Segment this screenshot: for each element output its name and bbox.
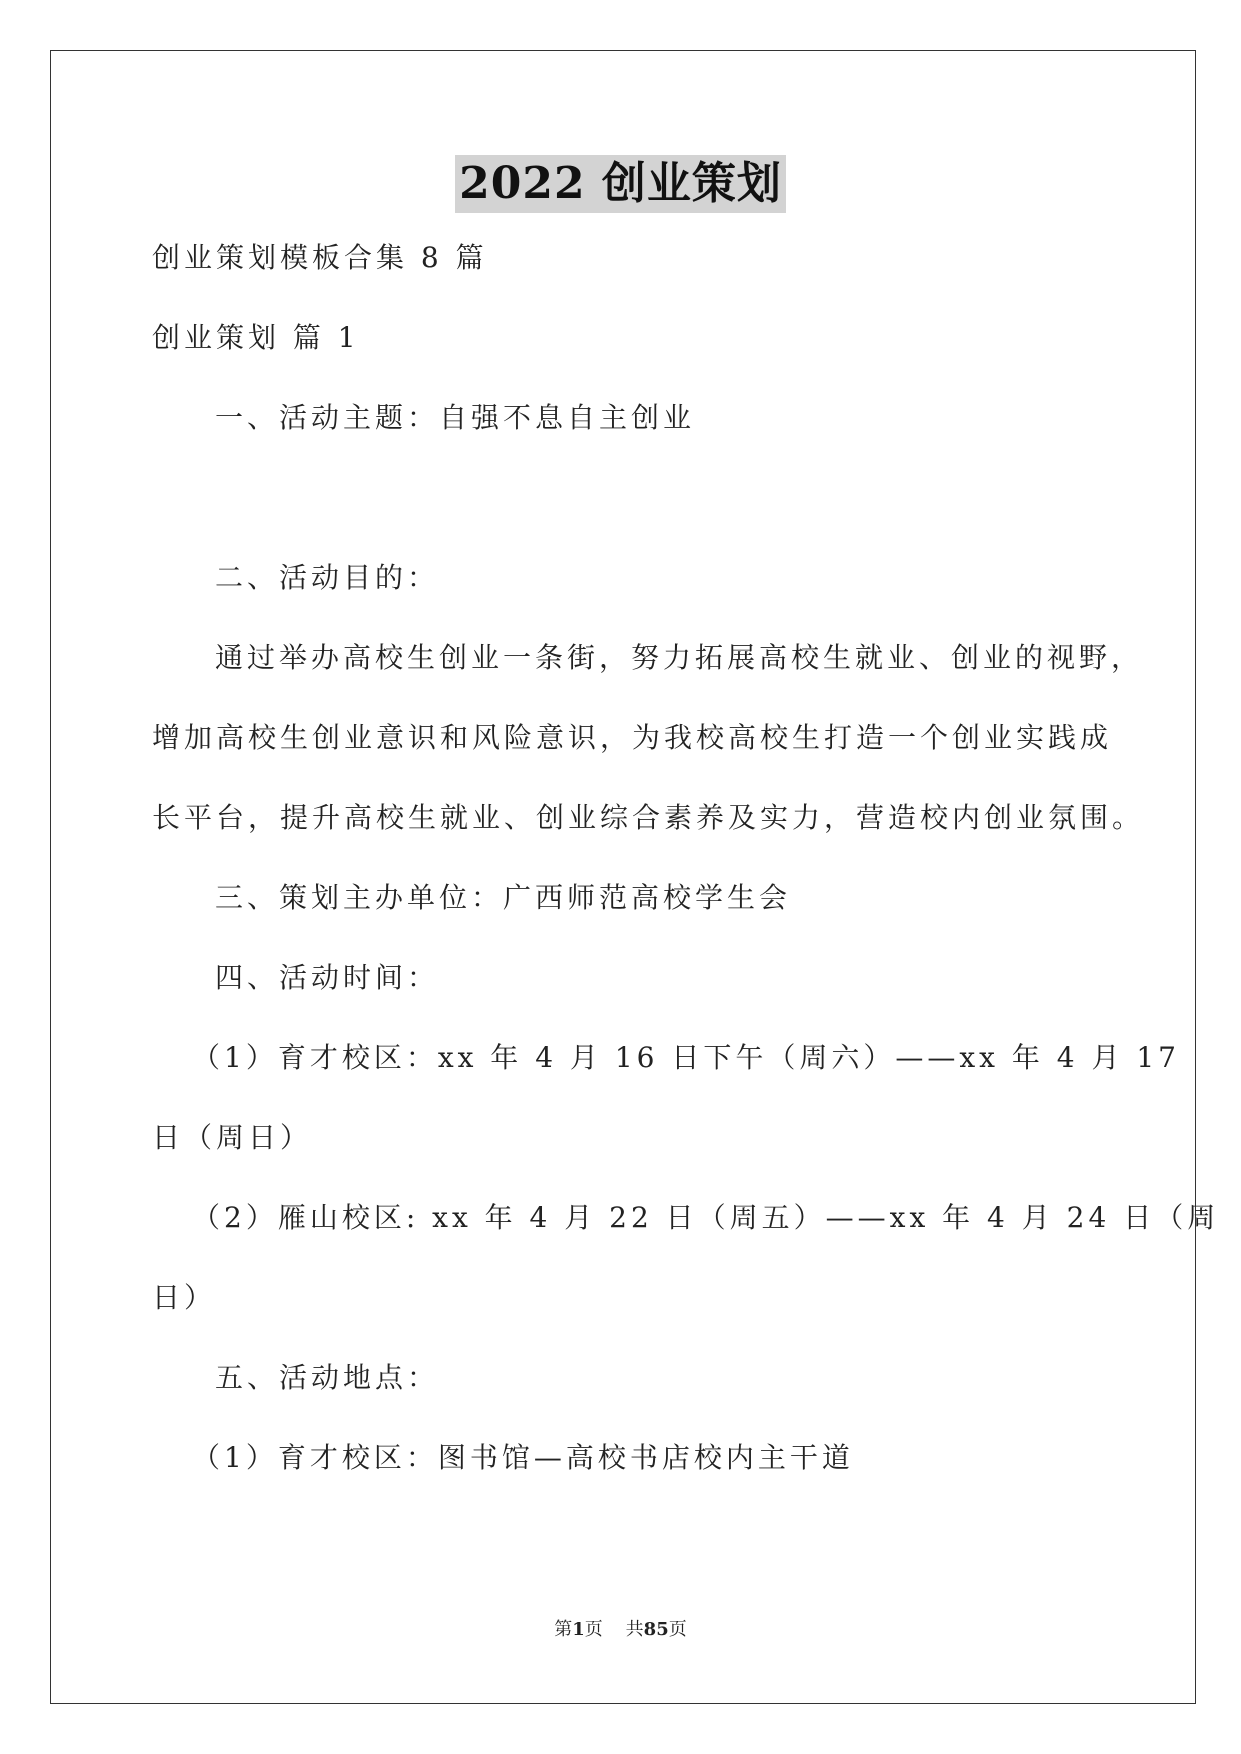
paragraph-purpose-line-1: 通过举办高校生创业一条街，努力拓展高校生就业、创业的视野， [215,641,1144,674]
paragraph-organizer: 三、策划主办单位：广西师范高校学生会 [215,881,792,914]
paragraph-time-item-2: （2）雁山校区: xx 年 4 月 22 日（周五）——xx 年 4 月 24 日（周 [192,1201,1220,1234]
paragraph-purpose-line-2: 增加高校生创业意识和风险意识，为我校高校生打造一个创业实践成 [152,721,1113,754]
paragraph-theme: 一、活动主题：自强不息自主创业 [215,401,696,434]
paragraph-time-item-1-cont: 日（周日） [152,1121,313,1154]
footer-total-pages: 85 [643,1619,669,1640]
paragraph-purpose-heading: 二、活动目的： [215,561,440,594]
paragraph-location-item-1: （1）育才校区：图书馆—高校书店校内主干道 [192,1441,854,1474]
footer-page-number: 1 [572,1619,585,1640]
paragraph-time-item-1: （1）育才校区：xx 年 4 月 16 日下午（周六）——xx 年 4 月 17 [192,1041,1180,1074]
paragraph-purpose-line-3: 长平台，提升高校生就业、创业综合素养及实力，营造校内创业氛围。 [152,801,1145,834]
subtitle-collection: 创业策划模板合集 8 篇 [152,241,488,274]
footer-page-prefix: 第 [554,1619,573,1640]
paragraph-location-heading: 五、活动地点： [215,1361,440,1394]
document-title: 2022 创业策划 [455,155,786,213]
section-heading: 创业策划 篇 1 [152,321,360,354]
paragraph-time-heading: 四、活动时间： [215,961,440,994]
footer-total-suffix: 页 [668,1619,687,1640]
title-container [0,155,1241,213]
page-footer [0,1618,1241,1642]
footer-page-suffix: 页 [584,1619,603,1640]
footer-total-prefix: 共 [625,1619,644,1640]
paragraph-time-item-2-cont: 日） [152,1281,217,1314]
